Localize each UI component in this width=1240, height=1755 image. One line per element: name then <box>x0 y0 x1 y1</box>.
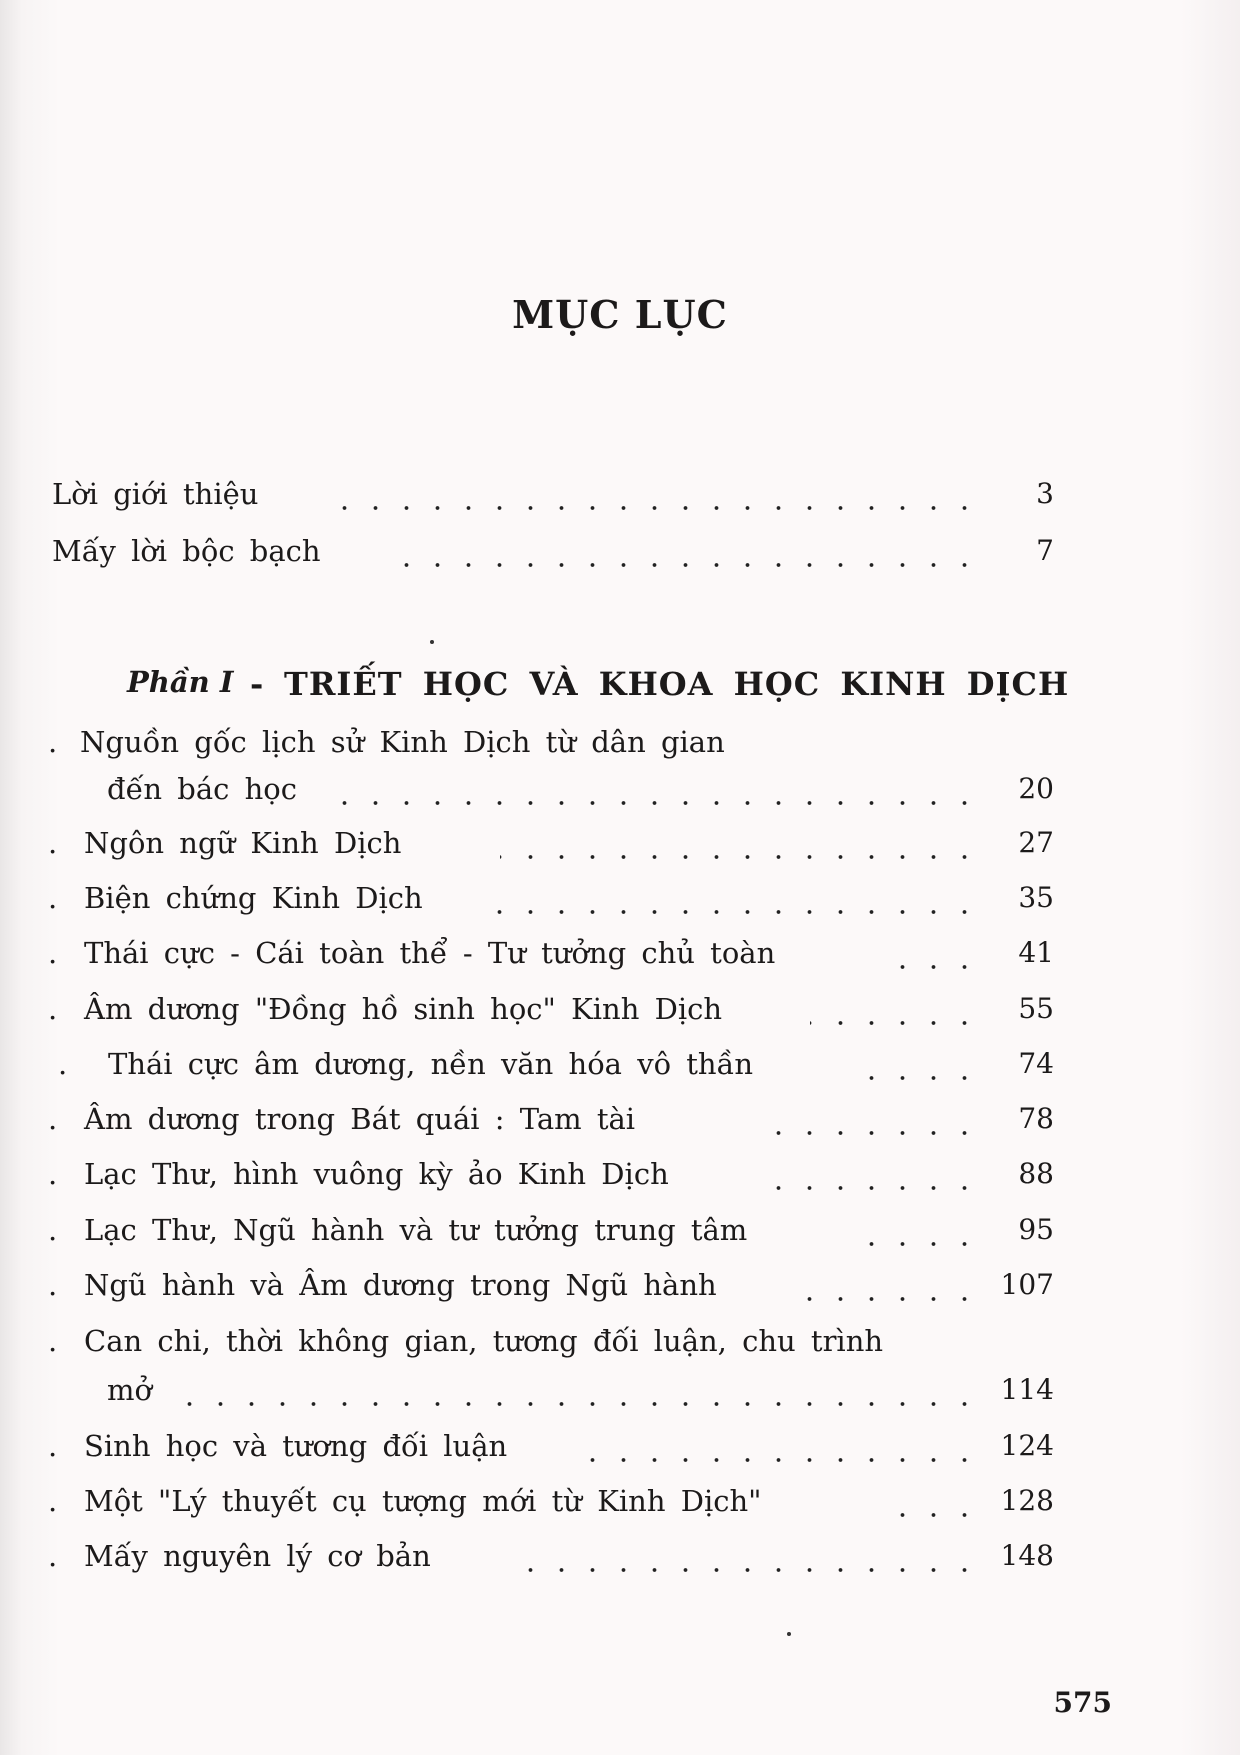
toc-entry-label: Một "Lý thuyết cụ tượng mới từ Kinh Dịch" <box>84 1484 762 1518</box>
entry-bullet: . <box>58 1047 68 1081</box>
toc-entry-first-line <box>0 725 1240 765</box>
toc-entry[interactable] <box>0 1539 1240 1579</box>
dot-leader <box>760 1185 980 1191</box>
toc-entry[interactable] <box>0 1102 1240 1142</box>
toc-entry-label: Sinh học và tương đối luận <box>84 1429 508 1463</box>
toc-entry[interactable] <box>0 477 1240 517</box>
toc-entry[interactable] <box>0 1268 1240 1308</box>
toc-entry-page: 41 <box>1018 936 1054 969</box>
entry-bullet: . <box>48 826 58 860</box>
toc-entry-page: 35 <box>1018 881 1054 914</box>
entry-bullet: . <box>48 1102 58 1136</box>
toc-entry-label: Ngũ hành và Âm dương trong Ngũ hành <box>84 1268 717 1302</box>
toc-entry-page: 7 <box>1036 534 1054 567</box>
toc-entry-label: Mấy nguyên lý cơ bản <box>84 1539 431 1573</box>
entry-bullet: . <box>48 1539 58 1573</box>
toc-entry[interactable] <box>0 826 1240 866</box>
toc-entry[interactable] <box>0 772 1240 812</box>
toc-entry-label: Lạc Thư, hình vuông kỳ ảo Kinh Dịch <box>84 1157 669 1191</box>
dot-leader <box>330 505 980 511</box>
toc-entry-page: 55 <box>1018 992 1054 1025</box>
page-number: 575 <box>1053 1686 1112 1719</box>
toc-entry-label: Âm dương "Đồng hồ sinh học" Kinh Dịch <box>84 992 723 1026</box>
toc-entry-page: 27 <box>1018 826 1054 859</box>
dot-leader <box>580 1457 980 1463</box>
dot-leader <box>500 854 980 860</box>
print-speck <box>430 640 434 644</box>
entry-bullet: . <box>48 936 58 970</box>
part-label: Phần I <box>127 665 234 699</box>
dot-leader <box>330 800 980 806</box>
toc-entry-page: 107 <box>1000 1268 1054 1301</box>
toc-entry[interactable] <box>0 1429 1240 1469</box>
dot-leader <box>480 909 980 915</box>
toc-entry-label: Lời giới thiệu <box>52 477 259 511</box>
dot-leader <box>170 1401 980 1407</box>
toc-entry-label: mở <box>107 1373 152 1407</box>
toc-entry-first-line <box>0 1324 1240 1364</box>
part-separator: - <box>250 665 264 703</box>
toc-entry[interactable] <box>0 1213 1240 1253</box>
dot-leader <box>855 1075 980 1081</box>
toc-entry-page: 74 <box>1018 1047 1054 1080</box>
page-title: MỤC LỤC <box>512 292 728 337</box>
toc-entry-label: Thái cực - Cái toàn thể - Tư tưởng chủ toàn <box>84 936 776 970</box>
toc-entry-label: Mấy lời bộc bạch <box>52 534 321 568</box>
toc-entry-label: Ngôn ngữ Kinh Dịch <box>84 826 402 860</box>
dot-leader <box>900 964 980 970</box>
entry-bullet: . <box>48 1213 58 1247</box>
dot-leader <box>810 1020 980 1026</box>
toc-entry-page: 88 <box>1018 1157 1054 1190</box>
dot-leader <box>510 1567 980 1573</box>
entry-bullet: . <box>48 881 58 915</box>
entry-bullet: . <box>48 1157 58 1191</box>
toc-entry-page: 128 <box>1000 1484 1054 1517</box>
toc-entry-label-line1: Can chi, thời không gian, tương đối luận, chu trình <box>84 1324 884 1358</box>
toc-entry-page: 148 <box>1000 1539 1054 1572</box>
toc-entry[interactable] <box>0 1373 1240 1413</box>
toc-entry[interactable] <box>0 881 1240 921</box>
toc-entry[interactable] <box>0 992 1240 1032</box>
entry-bullet: . <box>48 1484 58 1518</box>
toc-entry-page: 20 <box>1018 772 1054 805</box>
dot-leader <box>860 1241 980 1247</box>
entry-bullet: . <box>48 1324 58 1358</box>
print-speck <box>787 1632 791 1636</box>
toc-entry-page: 78 <box>1018 1102 1054 1135</box>
toc-entry[interactable] <box>0 1484 1240 1524</box>
toc-entry-label: đến bác học <box>107 772 297 806</box>
entry-bullet: . <box>48 1429 58 1463</box>
dot-leader <box>760 1130 980 1136</box>
toc-entry[interactable] <box>0 534 1240 574</box>
toc-entry-label-line1: Nguồn gốc lịch sử Kinh Dịch từ dân gian <box>80 725 725 759</box>
dot-leader <box>800 1296 980 1302</box>
toc-entry[interactable] <box>0 1047 1240 1087</box>
entry-bullet: . <box>48 725 58 759</box>
toc-entry-page: 124 <box>1000 1429 1054 1462</box>
toc-entry-page: 3 <box>1036 477 1054 510</box>
dot-leader <box>395 562 980 568</box>
toc-entry-label: Lạc Thư, Ngũ hành và tư tưởng trung tâm <box>84 1213 748 1247</box>
toc-entry[interactable] <box>0 936 1240 976</box>
toc-entry-page: 114 <box>1000 1373 1054 1406</box>
dot-leader <box>880 1512 980 1518</box>
part-title: TRIẾT HỌC VÀ KHOA HỌC KINH DỊCH <box>284 665 1070 703</box>
toc-entry-label: Thái cực âm dương, nền văn hóa vô thần <box>108 1047 754 1081</box>
toc-entry[interactable] <box>0 1157 1240 1197</box>
entry-bullet: . <box>48 992 58 1026</box>
entry-bullet: . <box>48 1268 58 1302</box>
toc-entry-page: 95 <box>1018 1213 1054 1246</box>
part-heading <box>0 665 1240 709</box>
toc-entry-label: Âm dương trong Bát quái : Tam tài <box>84 1102 636 1136</box>
toc-entry-label: Biện chứng Kinh Dịch <box>84 881 423 915</box>
